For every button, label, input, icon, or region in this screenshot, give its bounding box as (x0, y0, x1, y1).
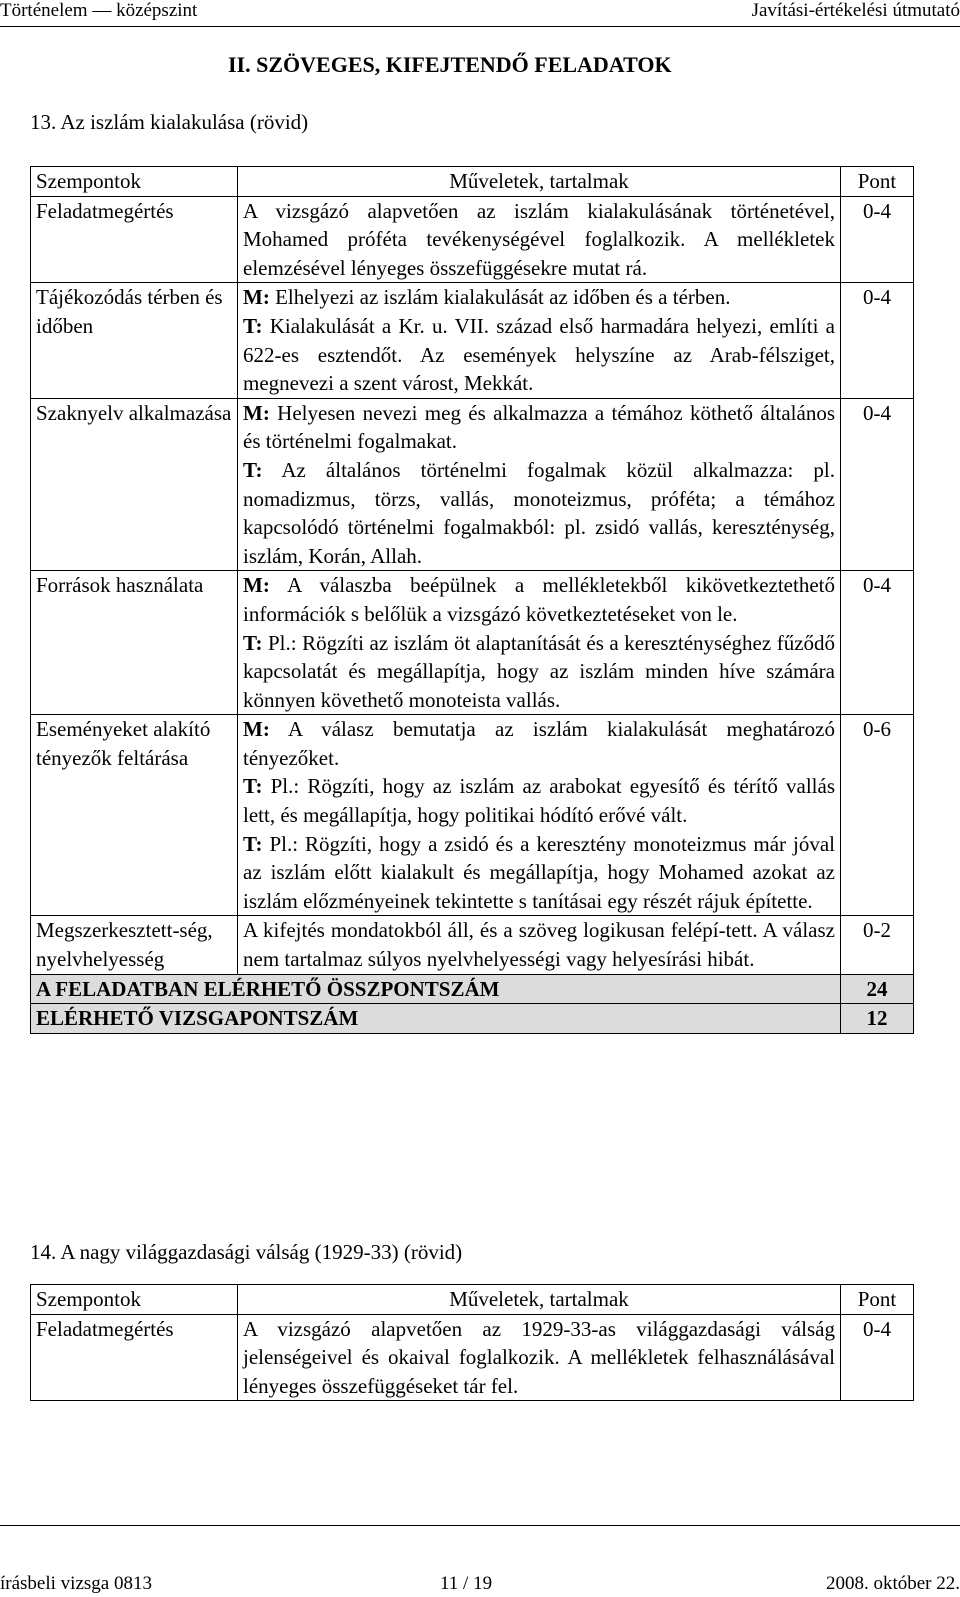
content-line (243, 629, 835, 715)
criterion-cell: Eseményeket alakító tényezők feltárása (31, 715, 238, 916)
content-cell: A vizsgázó alapvetően az 1929-33-as világgazdasági válság jelenségeivel és okaival foglalkozik. A mellékletek felhasználásával lényeges összefüggéseket tár fel. (238, 1314, 841, 1401)
line-text: Pl.: Rögzíti, hogy az iszlám az arabokat egyesítő és térítő vallás lett, és megállapítja, hogy politikai hódító erővé vált. (243, 774, 835, 828)
header-guide-title: Javítási-értékelési útmutató (751, 0, 960, 21)
criterion-cell: Feladatmegértés (31, 196, 238, 283)
content-cell (238, 196, 841, 283)
line-text: Az általános történelmi fogalmak közül alkalmazza: pl. nomadizmus, törzs, vallás, monoteizmus, próféta; a témához kapcsolódó történelmi fogalmakból: pl. zsidó vallás, kereszténység, iszlám, Korán, Allah. (243, 457, 835, 568)
page-header (0, 0, 960, 30)
content-cell (238, 283, 841, 398)
col-header-criteria: Szempontok (31, 167, 238, 197)
criterion-cell: Források használata (31, 571, 238, 715)
content-line (243, 571, 835, 628)
footer-exam-code: írásbeli vizsga 0813 (0, 1573, 152, 1594)
content-line (243, 456, 835, 570)
table-header-row (31, 167, 914, 197)
line-text: A válaszba beépülnek a mellékletekből kikövetkeztethető információk s belőlük a vizsgázó következtetéseket von le. (243, 573, 835, 626)
content-text: A vizsgázó alapvetően az iszlám kialakulásának történetével, Mohamed próféta tevékenységével foglalkozik. A mellékletek elemzésével lényeges összefüggésekre mutat rá. (243, 198, 835, 280)
line-prefix: T: (243, 774, 263, 799)
line-text: Elhelyezi az iszlám kialakulását az időben és a térben. (275, 285, 731, 310)
section-title: II. SZÖVEGES, KIFEJTENDŐ FELADATOK (228, 52, 672, 77)
col-header-content: Műveletek, tartalmak (238, 1285, 841, 1315)
line-prefix: M: (243, 717, 270, 742)
content-line (243, 830, 835, 916)
col-header-points: Pont (841, 1285, 914, 1315)
table-row (31, 1314, 914, 1401)
total-row (31, 974, 914, 1004)
line-prefix: M: (243, 285, 270, 310)
footer-date: 2008. október 22. (825, 1573, 960, 1594)
content-line (243, 715, 835, 772)
total-label: A FELADATBAN ELÉRHETŐ ÖSSZPONTSZÁM (31, 974, 841, 1004)
total-value: 24 (841, 974, 914, 1004)
exam-score-value: 12 (841, 1004, 914, 1034)
criterion-cell: Tájékozódás térben és időben (31, 283, 238, 398)
points-cell: 0-6 (841, 715, 914, 916)
exam-score-row (31, 1004, 914, 1034)
table-row (31, 571, 914, 715)
table-row (31, 916, 914, 974)
line-text: Helyesen nevezi meg és alkalmazza a témához köthető általános és történelmi fogalmakat. (243, 400, 835, 454)
header-rule (0, 26, 960, 27)
content-line (243, 772, 835, 829)
table-row (31, 196, 914, 283)
line-prefix: T: (243, 457, 263, 482)
line-prefix: T: (243, 630, 263, 655)
footer-rule (0, 1525, 960, 1526)
header-subject: Történelem — középszint (0, 0, 198, 21)
line-text: Kialakulását a Kr. u. VII. század első harmadára helyezi, említi a 622-es esztendőt. Az események helyszíne az Arab-félsziget, megnevezi a szent várost, Mekkát. (243, 313, 836, 396)
content-line (243, 283, 835, 312)
points-cell: 0-4 (841, 571, 914, 715)
task-13-title: 13. Az iszlám kialakulása (rövid) (30, 110, 309, 134)
line-prefix: M: (243, 573, 270, 598)
criterion-cell: Megszerkesztett-ség, nyelvhelyesség (31, 916, 238, 974)
task-13-table (30, 166, 914, 1034)
exam-score-label: ELÉRHETŐ VIZSGAPONTSZÁM (31, 1004, 841, 1034)
line-text: A válasz bemutatja az iszlám kialakulását meghatározó tényezőket. (243, 717, 835, 770)
footer-page-number: 11 / 19 (440, 1573, 493, 1594)
points-cell: 0-4 (841, 398, 914, 571)
table-row (31, 283, 914, 398)
content-cell (238, 398, 841, 571)
table-row (31, 715, 914, 916)
content-cell (238, 715, 841, 916)
task-14-table (30, 1284, 914, 1401)
criterion-cell: Szaknyelv alkalmazása (31, 398, 238, 571)
table-header-row (31, 1285, 914, 1315)
task-14-title: 14. A nagy világgazdasági válság (1929-33) (rövid) (30, 1240, 463, 1264)
points-cell: 0-2 (841, 916, 914, 974)
line-text: Pl.: Rögzíti az iszlám öt alaptanítását és a kereszténységhez fűződő kapcsolatát és megállapítja, hogy az iszlám minden híve számára könnyen követhető monoteista vallás. (243, 630, 836, 712)
content-cell (238, 916, 841, 974)
content-line (243, 399, 835, 456)
line-text: Pl.: Rögzíti, hogy a zsidó és a keresztény monoteizmus már jóval az iszlám előtt kialakult és megállapítja, hogy Mohamed azokat az iszlám előzményeinek tekintette s tanításai egy részét rájuk építette. (243, 831, 835, 913)
col-header-content: Műveletek, tartalmak (238, 167, 841, 197)
content-line (243, 312, 835, 398)
table-row (31, 398, 914, 571)
points-cell: 0-4 (841, 283, 914, 398)
points-cell: 0-4 (841, 1314, 914, 1401)
line-prefix: T: (243, 313, 263, 338)
col-header-criteria: Szempontok (31, 1285, 238, 1315)
line-prefix: T: (243, 831, 263, 856)
criterion-cell: Feladatmegértés (31, 1314, 238, 1401)
content-cell (238, 571, 841, 715)
content-text: A kifejtés mondatokból áll, és a szöveg logikusan felépí-tett. A válasz nem tartalmaz súlyos nyelvhelyességi vagy helyesírási hibát. (243, 918, 835, 972)
line-prefix: M: (243, 400, 270, 425)
col-header-points: Pont (841, 167, 914, 197)
points-cell: 0-4 (841, 196, 914, 283)
